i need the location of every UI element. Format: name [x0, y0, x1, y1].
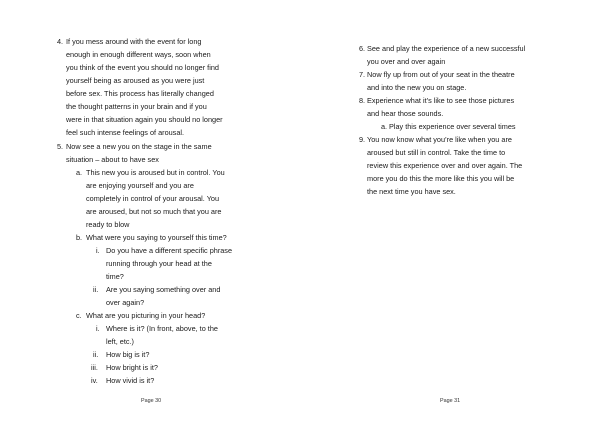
left-page-text-line: situation – about to have sex [66, 155, 159, 164]
left-page-text-line: enough in enough different ways, soon when [66, 50, 211, 59]
right-page-text-line: See and play the experience of a new successful [367, 44, 526, 53]
left-page-text-line: completely in control of your arousal. You [86, 194, 220, 203]
left-page-list-marker: b. [76, 233, 83, 242]
left-page-list-marker: iv. [91, 376, 98, 385]
right-page-list-marker: 9. [359, 135, 366, 144]
right-page-text-line: the next time you have sex. [367, 187, 456, 196]
left-page-text-line: ready to blow [86, 220, 130, 229]
left-page-list-marker: ii. [93, 350, 99, 359]
left-page-text-line: This new you is aroused but in control. You [86, 168, 225, 177]
right-page-list-marker: a. [381, 122, 388, 131]
left-page-text-line: feel such intense feelings of arousal. [66, 128, 185, 137]
left-page-list-marker: ii. [93, 285, 99, 294]
right-page-text-line: Experience what it’s like to see those pictures [367, 96, 515, 105]
left-page-text-line: Now see a new you on the stage in the same [66, 142, 212, 151]
right-page-list-marker: 7. [359, 70, 366, 79]
right-page-text-line: You now know what you’re like when you are [367, 135, 512, 144]
left-page-text-line: before sex. This process has literally changed [66, 89, 214, 98]
right-page-text-line: and into the new you on stage. [367, 83, 467, 92]
left-page-text-line: running through your head at the [106, 259, 212, 268]
left-page-text-line: Do you have a different specific phrase [106, 246, 233, 255]
right-page-text-line: you over and over again [367, 57, 446, 66]
left-page-text-line: the thought patterns in your brain and if you [66, 102, 207, 111]
left-page-number: Page 30 [141, 398, 162, 404]
left-page-text-line: were in that situation again you should no longer [66, 115, 223, 124]
left-page-list-marker: a. [76, 168, 83, 177]
left-page-text-line: What were you saying to yourself this time? [86, 233, 227, 242]
left-page-text-line: How vivid is it? [106, 376, 155, 385]
right-page-number: Page 31 [440, 398, 461, 404]
right-page-text-line: more you do this the more like this you will be [367, 174, 515, 183]
left-page-text-line: you think of the event you should no longer find [66, 63, 219, 72]
left-page-text-line: How bright is it? [106, 363, 158, 372]
right-page-list-marker: 8. [359, 96, 366, 105]
left-page-list-marker: 5. [57, 142, 64, 151]
left-page-text-line: are aroused, but not so much that you are [86, 207, 222, 216]
right-page-text-line: Play this experience over several times [389, 122, 516, 131]
right-page-text-line: review this experience over and over again. The [367, 161, 523, 170]
right-page-list-marker: 6. [359, 44, 366, 53]
right-page [300, 0, 600, 424]
left-page-text-line: left, etc.) [106, 337, 134, 346]
right-page-text-line: and hear those sounds. [367, 109, 444, 118]
left-page-text-line: Where is it? (In front, above, to the [106, 324, 218, 333]
left-page-list-marker: i. [96, 246, 100, 255]
left-page-list-marker: 4. [57, 37, 64, 46]
left-page-text-line: If you mess around with the event for long [66, 37, 202, 46]
left-page-text-line: Are you saying something over and [106, 285, 221, 294]
right-page-text-line: aroused but still in control. Take the time to [367, 148, 506, 157]
left-page-list-marker: i. [96, 324, 100, 333]
left-page-list-marker: c. [76, 311, 82, 320]
left-page-text-line: What are you picturing in your head? [86, 311, 206, 320]
left-page-text-line: over again? [106, 298, 145, 307]
left-page-text-line: How big is it? [106, 350, 150, 359]
left-page-text-line: time? [106, 272, 124, 281]
left-page-text-line: are enjoying yourself and you are [86, 181, 194, 190]
left-page-list-marker: iii. [91, 363, 98, 372]
right-page-text-line: Now fly up from out of your seat in the theatre [367, 70, 515, 79]
left-page-text-line: yourself being as aroused as you were just [66, 76, 205, 85]
